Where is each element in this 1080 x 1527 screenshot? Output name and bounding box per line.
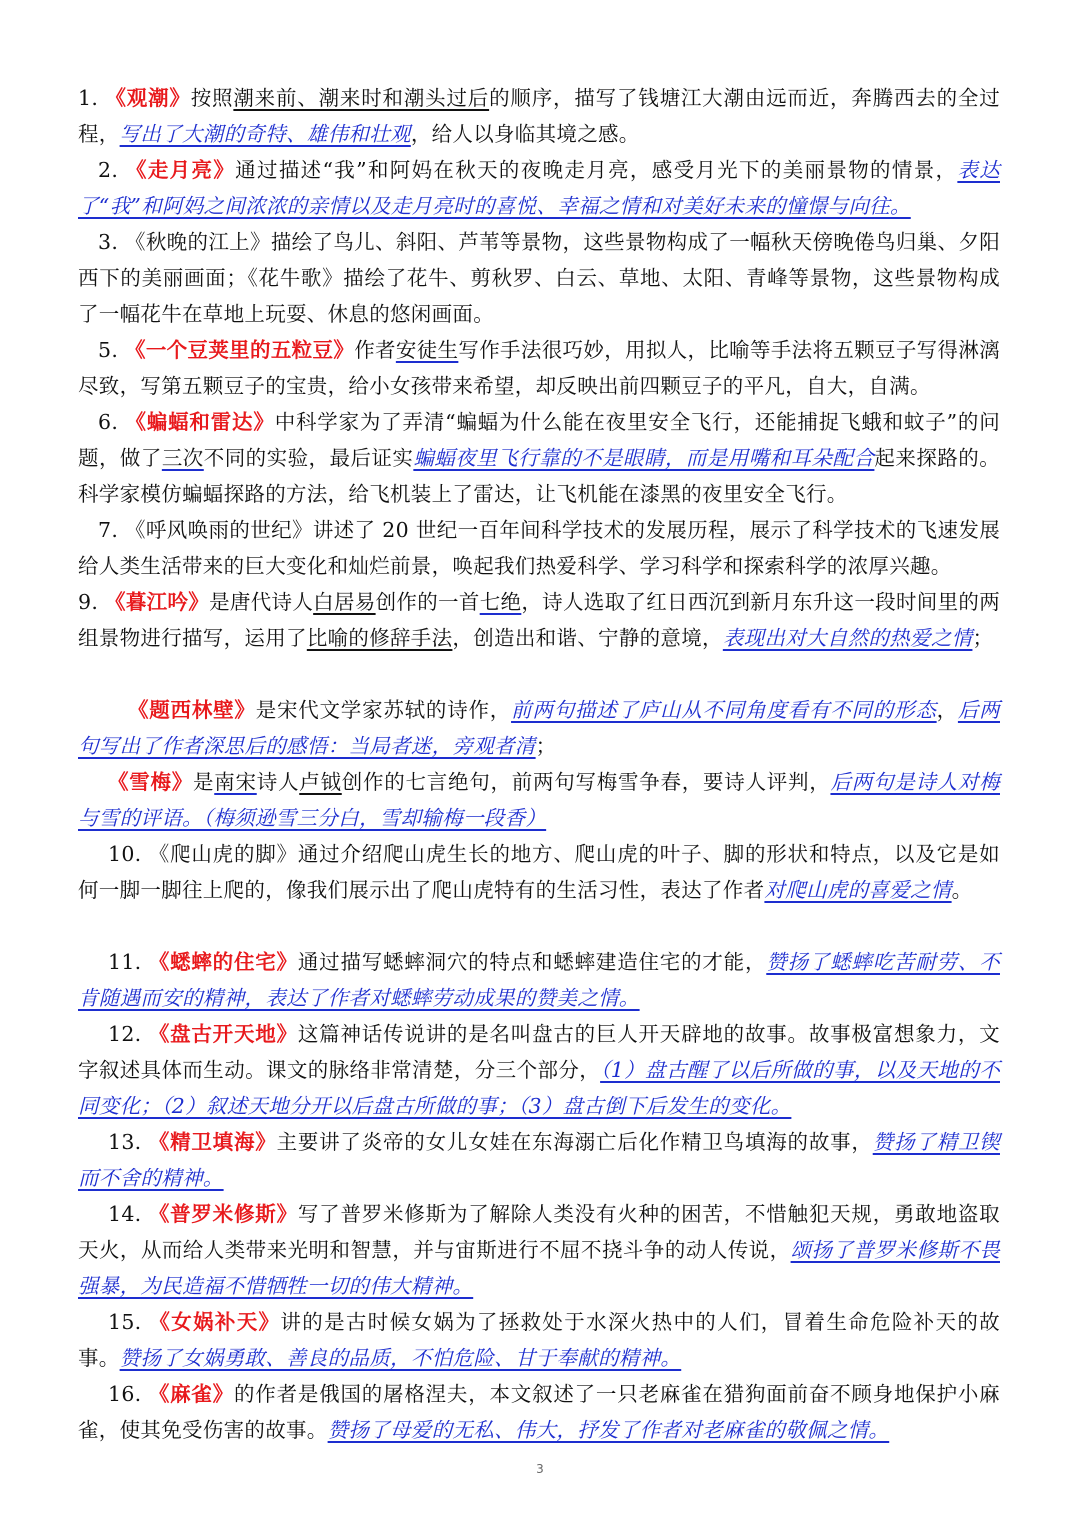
paragraph-1-guanchao [78, 80, 1000, 152]
underlined-text: 七绝 [479, 590, 522, 614]
title-text: 《一个豆荚里的五粒豆》 [125, 338, 355, 362]
page-number: 3 [536, 1462, 544, 1476]
highlight-text: 表达了“我”和阿妈之间浓浓的亲情以及走月亮时的喜悦、幸福之情和对美好未来的憧憬与向往。 [78, 158, 1000, 218]
body-text: 主要讲了炎帝的女儿女娃在东海溺亡后化作精卫鸟填海的故事， [276, 1130, 873, 1154]
body-text: 的顺序，描写了钱塘江大潮由远而近，奔腾西去的全过程， [78, 86, 1001, 146]
body-text: 14. [108, 1202, 149, 1226]
body-text: 1. [78, 86, 106, 110]
body-text: 。 [951, 878, 973, 902]
body-text: 7. 《呼风唤雨的世纪》讲述了 20 世纪一百年间科学技术的发展历程，展示了科学技术的飞速发展给人类生活带来的巨大变化和灿烂前景，唤起我们热爱科学、学习科学和探索科学的浓厚兴趣。 [78, 518, 1000, 578]
body-text: 10. 《爬山虎的脚》通过介绍爬山虎生长的地方、爬山虎的叶子、脚的形状和特点，以及它是如何一脚一脚往上爬的，像我们展示出了爬山虎特有的生活习性，表达了作者 [78, 842, 1000, 902]
body-text: 9. [78, 590, 105, 614]
title-text: 《普罗米修斯》 [148, 1202, 298, 1226]
highlight-text: 前两句描述了庐山从不同角度看有不同的形态 [511, 698, 937, 722]
body-text: ； [535, 734, 557, 758]
paragraph-6-bianfu-leida [78, 404, 1000, 512]
body-text: 诗人 [256, 770, 300, 794]
underlined-text: 比喻的修辞手法 [306, 626, 453, 650]
paragraph-5-doujia [78, 332, 1000, 404]
body-text: 作者 [354, 338, 396, 362]
body-text: 12. [108, 1022, 149, 1046]
paragraph-7-hufeng [78, 512, 1000, 584]
title-text: 《蟋蟀的住宅》 [148, 950, 298, 974]
body-text: 16. [108, 1382, 149, 1406]
body-text: 通过描写蟋蟀洞穴的特点和蟋蟀建造住宅的才能， [297, 950, 767, 974]
paragraph-9c-xuemei [78, 764, 1000, 836]
body-text: 是宋代文学家苏轼的诗作， [255, 698, 512, 722]
highlight-text: 蝙蝠夜里飞行靠的不是眼睛，而是用嘴和耳朵配合 [413, 446, 875, 470]
title-text: 《走月亮》 [126, 158, 236, 182]
body-text: ； [972, 626, 994, 650]
underlined-text: 白居易 [313, 590, 376, 614]
highlight-text: 后两句是诗人对梅与雪的评语。（梅须逊雪三分白，雪却输梅一段香） [78, 770, 1000, 830]
body-text: 是唐代诗人 [209, 590, 314, 614]
paragraph-11-xishuai [78, 944, 1000, 1016]
body-text: 5. [98, 338, 126, 362]
paragraph-9-mujiangyin [78, 584, 1000, 656]
title-text: 《观潮》 [105, 86, 191, 110]
paragraph-15-nvwa [78, 1304, 1000, 1376]
body-text: ， [936, 698, 958, 722]
title-text: 《题西林壁》 [128, 698, 256, 722]
paragraph-16-maque [78, 1376, 1000, 1448]
title-text: 《雪梅》 [108, 770, 193, 794]
highlight-text: 赞扬了蟋蟀吃苦耐劳、不肯随遇而安的精神，表达了作者对蟋蟀劳动成果的赞美之情。 [78, 950, 1000, 1010]
highlight-text: 赞扬了母爱的无私、伟大，抒发了作者对老麻雀的敬佩之情。 [327, 1418, 890, 1442]
underlined-text: 潮来前、潮来时和潮头过后 [233, 86, 490, 110]
body-text: 按照 [190, 86, 234, 110]
body-text: 讲的是古时候女娲为了拯救处于水深火热中的人们，冒着生命危险补天的故事。 [78, 1310, 1000, 1370]
body-text: 起来探路的。科学家模仿蝙蝠探路的方法，给飞机装上了雷达，让飞机能在漆黑的夜里安全飞行。 [78, 446, 1000, 506]
underlined-text: 南宋 [214, 770, 257, 794]
highlight-text: 颂扬了普罗米修斯不畏强暴，为民造福不惜牺牲一切的伟大精神。 [78, 1238, 1000, 1298]
highlight-text: 对爬山虎的喜爱之情 [764, 878, 952, 902]
title-text: 《精卫填海》 [148, 1130, 277, 1154]
highlight-text: 赞扬了女娲勇敢、善良的品质，不怕危险、甘于奉献的精神。 [119, 1346, 682, 1370]
body-text: 15. [108, 1310, 150, 1334]
body-text: 6. [98, 410, 126, 434]
title-text: 《麻雀》 [148, 1382, 234, 1406]
body-text: 13. [108, 1130, 149, 1154]
paragraph-9b-tixilinbi [78, 692, 1000, 764]
highlight-text: 写出了大潮的奇特、雄伟和壮观 [119, 122, 411, 146]
body-text: 中科学家为了弄清“蝙蝠为什么能在夜里安全飞行，还能捕捉飞蛾和蚊子”的问题，做了 [78, 410, 1000, 470]
title-text: 《暮江吟》 [105, 590, 210, 614]
paragraph-2-zouyueliang [78, 152, 1000, 224]
body-text: 通过描述“我”和阿妈在秋天的夜晚走月亮，感受月光下的美丽景物的情景， [235, 158, 958, 182]
title-text: 《女娲补天》 [149, 1310, 281, 1334]
body-text: ，创造出和谐、宁静的意境， [452, 626, 723, 650]
highlight-text: 表现出对大自然的热爱之情 [722, 626, 973, 650]
paragraph-10-pashanhu [78, 836, 1000, 908]
body-text: 创作的一首 [375, 590, 480, 614]
paragraph-13-jingwei [78, 1124, 1000, 1196]
body-text: 创作的七言绝句，前两句写梅雪争春，要诗人评判， [341, 770, 831, 794]
highlight-text: 后两句写出了作者深思后的感悟：当局者迷，旁观者清 [78, 698, 1000, 758]
body-text: 写了普罗米修斯为了解除人类没有火种的困苦，不惜触犯天规，勇敢地盗取天火，从而给人类带来光明和智慧，并与宙斯进行不屈不挠斗争的动人传说， [78, 1202, 1000, 1262]
body-text: 3. 《秋晚的江上》描绘了鸟儿、斜阳、芦苇等景物，这些景物构成了一幅秋天傍晚倦鸟归巢、夕阳西下的美丽画面；《花牛歌》描绘了花牛、剪秋罗、白云、草地、太阳、青峰等景物，这些景物构成了一幅花牛在草地上玩耍、休息的悠闲画面。 [78, 230, 1000, 326]
paragraph-12-pangu [78, 1016, 1000, 1124]
underlined-text: 三次 [161, 446, 204, 470]
underlined-text: 卢钺 [299, 770, 342, 794]
underlined-text: 安徒生 [395, 338, 459, 362]
body-text: 不同的实验，最后证实 [203, 446, 414, 470]
body-text: ，给人以身临其境之感。 [410, 122, 640, 146]
body-text: ，诗人选取了红日西沉到新月东升这一段时间里的两组景物进行描写，运用了 [78, 590, 1001, 650]
title-text: 《蝙蝠和雷达》 [125, 410, 275, 434]
body-text: 是 [193, 770, 215, 794]
paragraph-14-prometheus [78, 1196, 1000, 1304]
highlight-text: 赞扬了精卫锲而不舍的精神。 [78, 1130, 1000, 1190]
body-text: 11. [108, 950, 149, 974]
body-text: 2. [98, 158, 127, 182]
title-text: 《盘古开天地》 [148, 1022, 298, 1046]
body-text: 这篇神话传说讲的是名叫盘古的巨人开天辟地的故事。故事极富想象力，文字叙述具体而生动。课文的脉络非常清楚，分三个部分， [78, 1022, 1000, 1082]
highlight-text: （1）盘古醒了以后所做的事，以及天地的不同变化；（2）叙述天地分开以后盘古所做的事；（3）盘古倒下后发生的变化。 [78, 1058, 1000, 1118]
paragraph-3-qiuwan-huaniu [78, 224, 1000, 332]
body-text: 的作者是俄国的屠格涅夫，本文叙述了一只老麻雀在猎狗面前奋不顾身地保护小麻雀，使其免受伤害的故事。 [78, 1382, 1000, 1442]
body-text: 写作手法很巧妙，用拟人，比喻等手法将五颗豆子写得淋漓尽致，写第五颗豆子的宝贵，给小女孩带来希望，却反映出前四颗豆子的平凡，自大，自满。 [78, 338, 1000, 398]
